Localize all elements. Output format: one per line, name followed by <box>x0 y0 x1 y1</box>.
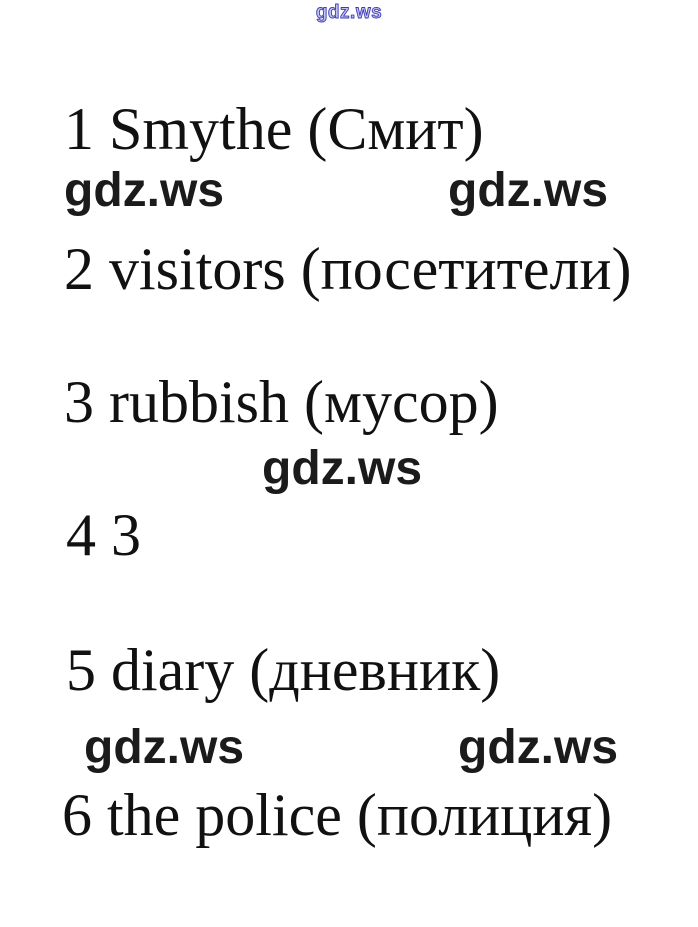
answer-line-2: 2 visitors (посетители) <box>64 236 632 302</box>
site-watermark-top: gdz.ws <box>315 2 383 23</box>
answer-line-4: 4 3 <box>66 502 141 568</box>
gdz-watermark-row1-right: gdz.ws <box>448 164 609 217</box>
gdz-watermark-row1-left: gdz.ws <box>64 164 225 217</box>
gdz-watermark-row2-left: gdz.ws <box>84 721 245 774</box>
gdz-watermark-row2-right: gdz.ws <box>458 721 619 774</box>
answer-line-6: 6 the police (полиция) <box>62 782 613 848</box>
answer-line-5: 5 diary (дневник) <box>66 637 501 703</box>
gdz-watermark-center: gdz.ws <box>262 442 423 495</box>
answer-line-3: 3 rubbish (мусор) <box>64 369 499 435</box>
answer-line-1: 1 Smythe (Смит) <box>64 96 484 162</box>
